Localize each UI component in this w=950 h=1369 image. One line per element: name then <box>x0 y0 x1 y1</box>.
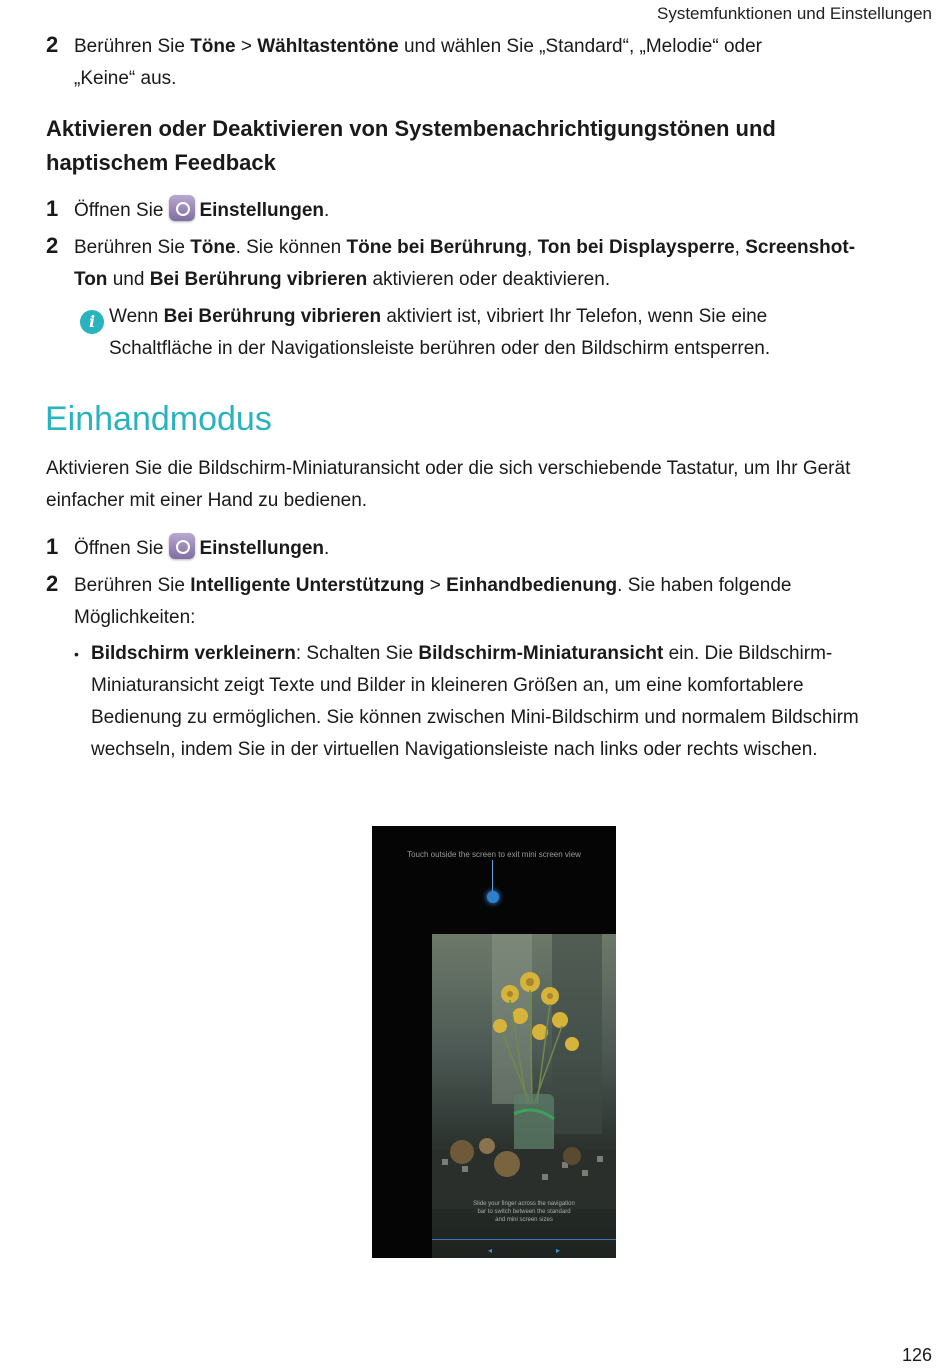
text: > <box>235 36 258 57</box>
bullet-text <box>91 638 832 670</box>
section-heading: Aktivieren oder Deaktivieren von Systembenachrichtigungstönen und <box>46 116 776 141</box>
text: > <box>424 575 447 596</box>
menu-term: Einstellungen <box>199 200 325 221</box>
touch-indicator-icon <box>487 891 499 903</box>
note-text-cont: Schaltfläche in der Navigationsleiste berühren oder den Bildschirm entsperren. <box>109 338 771 359</box>
text: Öffnen Sie <box>74 200 164 221</box>
text: . <box>324 538 330 559</box>
step-text <box>74 31 762 63</box>
top-hint-text: Touch outside the screen to exit mini screen view <box>407 850 581 859</box>
step-text <box>74 232 855 264</box>
step-text <box>74 195 329 227</box>
hint-line <box>492 860 493 892</box>
menu-term: Bildschirm verkleinern <box>91 643 296 664</box>
intro-text-cont: einfacher mit einer Hand zu bedienen. <box>46 490 368 511</box>
step-text <box>74 570 791 602</box>
bottom-hint <box>442 1200 606 1224</box>
intro-text: Aktivieren Sie die Bildschirm-Miniaturansicht oder die sich verschiebende Tastatur, um Ihr Gerät <box>46 458 851 479</box>
step-number: 2 <box>46 32 59 57</box>
swipe-right-arrow-icon[interactable]: ▸ <box>556 1246 561 1255</box>
page-header: Systemfunktionen und Einstellungen <box>656 4 932 23</box>
step-text-cont: Möglichkeiten: <box>74 607 196 628</box>
text: aktivieren oder deaktivieren. <box>367 269 611 290</box>
text: ein. Die Bildschirm- <box>663 643 833 664</box>
text: und wählen Sie „Standard“, „Melodie“ oder <box>398 36 762 57</box>
chapter-title: Einhandmodus <box>45 400 272 438</box>
step-number: 2 <box>46 571 59 596</box>
settings-app-icon <box>169 533 195 559</box>
text: Berühren Sie <box>74 36 191 57</box>
menu-term: Screenshot- <box>745 237 856 258</box>
step-number: 2 <box>46 233 59 258</box>
settings-app-icon <box>169 195 195 221</box>
text: Berühren Sie <box>74 575 191 596</box>
step-text-cont: „Keine“ aus. <box>74 68 177 89</box>
text: , <box>527 237 538 258</box>
menu-term: Ton <box>74 269 108 290</box>
step-number: 1 <box>46 534 59 559</box>
bullet-icon: • <box>74 646 79 662</box>
menu-term: Intelligente Unterstützung <box>190 575 425 596</box>
bullet-text-cont: Bedienung zu ermöglichen. Sie können zwischen Mini-Bildschirm und normalem Bildschirm <box>91 707 859 728</box>
text: Öffnen Sie <box>74 538 164 559</box>
bullet-text-cont: wechseln, indem Sie in der virtuellen Navigationsleiste nach links oder rechts wischen. <box>91 739 818 760</box>
menu-term: Ton bei Displaysperre <box>537 237 735 258</box>
note-text <box>109 301 767 333</box>
menu-term: Einhandbedienung <box>446 575 618 596</box>
mini-screen <box>432 934 616 1258</box>
menu-term: Wähltastentöne <box>257 36 399 57</box>
bottom-hint-line: and mini screen sizes <box>495 1217 553 1223</box>
text: Berühren Sie <box>74 237 191 258</box>
menu-term: Bei Berührung vibrieren <box>149 269 368 290</box>
info-icon: i <box>80 310 104 334</box>
mini-screen-screenshot <box>372 826 616 1258</box>
menu-term: Einstellungen <box>199 538 325 559</box>
page-number: 126 <box>901 1345 932 1365</box>
text: . Sie haben folgende <box>617 575 792 596</box>
text: . Sie können <box>235 237 347 258</box>
section-heading-cont: haptischem Feedback <box>46 150 276 175</box>
menu-term: Töne <box>190 237 236 258</box>
bottom-hint-line: Slide your finger across the navigation <box>473 1201 575 1207</box>
menu-term: Bildschirm-Miniaturansicht <box>418 643 664 664</box>
bottom-hint-line: bar to switch between the standard <box>477 1209 571 1215</box>
text: . <box>324 200 330 221</box>
bullet-text-cont: Miniaturansicht zeigt Texte und Bilder in kleineren Größen an, um eine komfortablere <box>91 675 804 696</box>
step-number: 1 <box>46 196 59 221</box>
text: aktiviert ist, vibriert Ihr Telefon, wenn Sie eine <box>381 306 768 327</box>
text: , <box>734 237 746 258</box>
swipe-left-arrow-icon[interactable]: ◂ <box>488 1246 493 1255</box>
menu-term: Töne bei Berührung <box>346 237 527 258</box>
text: und <box>107 269 150 290</box>
text: : Schalten Sie <box>295 643 419 664</box>
menu-term: Bei Berührung vibrieren <box>163 306 382 327</box>
step-text-cont <box>74 264 610 296</box>
menu-term: Töne <box>190 36 236 57</box>
text: Wenn <box>109 306 164 327</box>
step-text <box>74 533 329 565</box>
